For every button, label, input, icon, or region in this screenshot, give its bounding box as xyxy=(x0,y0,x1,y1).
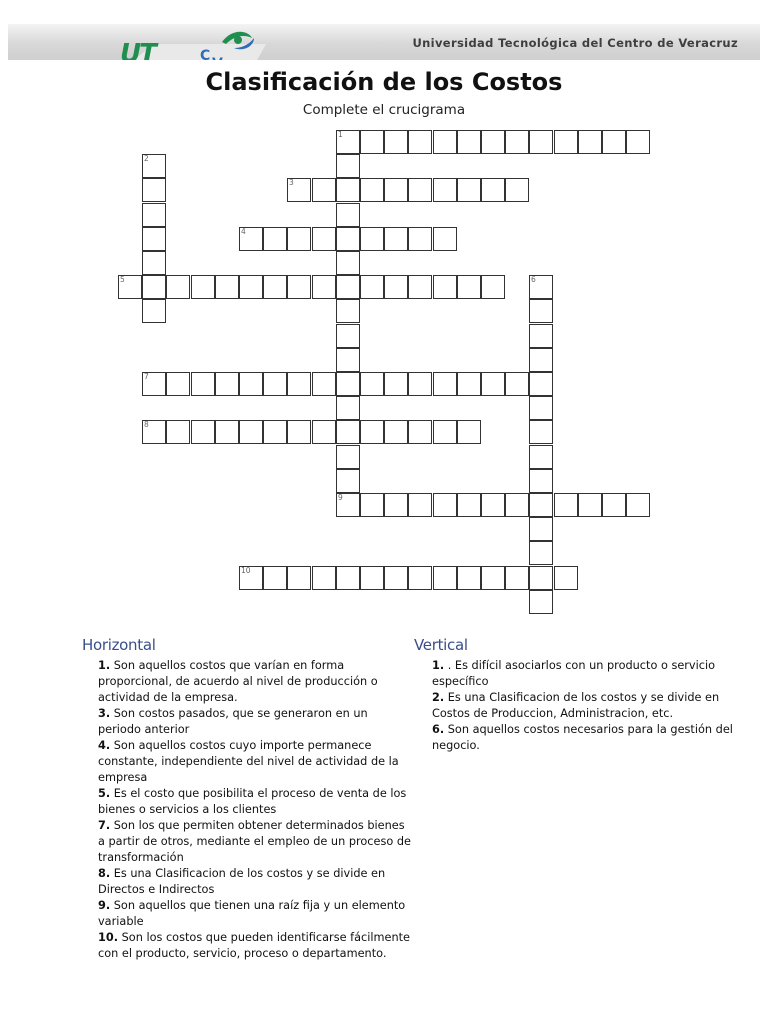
crossword-clue-number: 3 xyxy=(289,178,294,187)
crossword-cell[interactable] xyxy=(336,420,360,444)
crossword-cell[interactable] xyxy=(239,227,263,251)
crossword-cell[interactable] xyxy=(408,130,432,154)
clue-text: Es una Clasificacion de los costos y se divide en Directos e Indirectos xyxy=(98,867,386,896)
crossword-cell[interactable] xyxy=(457,420,481,444)
crossword-cell[interactable] xyxy=(626,493,650,517)
crossword-cell[interactable] xyxy=(481,493,505,517)
crossword-cell[interactable] xyxy=(142,299,166,323)
crossword-cell[interactable] xyxy=(384,275,408,299)
crossword-cell[interactable] xyxy=(433,178,457,202)
crossword-cell[interactable] xyxy=(626,130,650,154)
crossword-cell[interactable] xyxy=(142,227,166,251)
crossword-cell[interactable] xyxy=(142,372,166,396)
crossword-cell[interactable] xyxy=(384,493,408,517)
crossword-cell[interactable] xyxy=(505,130,529,154)
crossword-cell[interactable] xyxy=(554,566,578,590)
crossword-cell[interactable] xyxy=(263,372,287,396)
crossword-cell[interactable] xyxy=(142,203,166,227)
crossword-cell[interactable] xyxy=(336,154,360,178)
crossword-cell[interactable] xyxy=(481,566,505,590)
crossword-cell[interactable] xyxy=(336,348,360,372)
crossword-cell[interactable] xyxy=(287,275,311,299)
vertical-clues xyxy=(414,636,744,754)
crossword-cell[interactable] xyxy=(312,178,336,202)
crossword-cell[interactable] xyxy=(287,227,311,251)
clue-text: Son aquellos costos que varían en forma proporcional, de acuerdo al nivel de producción o actividad de la empresa. xyxy=(98,659,378,704)
clue-text: Son los que permiten obtener determinados bienes a partir de otros, mediante el empleo de un proceso de transformación xyxy=(98,819,411,864)
crossword-cell[interactable] xyxy=(384,178,408,202)
crossword-cell[interactable] xyxy=(433,566,457,590)
clue-number: 10. xyxy=(98,931,119,944)
clue-text: Es una Clasificacion de los costos y se divide en Costos de Produccion, Administracion, etc. xyxy=(432,691,720,720)
clue-text: Es el costo que posibilita el proceso de venta de los bienes o servicios a los clientes xyxy=(98,787,407,816)
crossword-cell[interactable] xyxy=(118,275,142,299)
svg-text:C: C xyxy=(200,48,211,64)
clue-number: 8. xyxy=(98,867,111,880)
crossword-cell[interactable] xyxy=(287,372,311,396)
crossword-clue-number: 2 xyxy=(144,154,149,163)
crossword-cell[interactable] xyxy=(312,227,336,251)
crossword-cell[interactable] xyxy=(529,348,553,372)
clue-number: 4. xyxy=(98,739,111,752)
svg-text:V: V xyxy=(212,56,223,72)
crossword-cell[interactable] xyxy=(263,227,287,251)
crossword-cell[interactable] xyxy=(529,372,553,396)
clue-across-1 xyxy=(98,658,412,706)
crossword-cell[interactable] xyxy=(239,372,263,396)
crossword-cell[interactable] xyxy=(505,178,529,202)
clue-number: 9. xyxy=(98,899,111,912)
crossword-cell[interactable] xyxy=(602,493,626,517)
clue-number: 2. xyxy=(432,691,445,704)
crossword-cell[interactable] xyxy=(336,445,360,469)
crossword-cell[interactable] xyxy=(287,566,311,590)
crossword-cell[interactable] xyxy=(263,566,287,590)
crossword-clue-number: 9 xyxy=(338,493,343,502)
crossword-cell[interactable] xyxy=(215,275,239,299)
crossword-cell[interactable] xyxy=(336,203,360,227)
crossword-cell[interactable] xyxy=(433,493,457,517)
clue-number: 1. xyxy=(98,659,111,672)
crossword-clue-number: 1 xyxy=(338,130,343,139)
crossword-cell[interactable] xyxy=(312,420,336,444)
crossword-cell[interactable] xyxy=(312,275,336,299)
crossword-cell[interactable] xyxy=(336,566,360,590)
crossword-cell[interactable] xyxy=(457,566,481,590)
crossword-cell[interactable] xyxy=(360,130,384,154)
crossword-cell[interactable] xyxy=(457,493,481,517)
crossword-cell[interactable] xyxy=(578,493,602,517)
crossword-cell[interactable] xyxy=(408,275,432,299)
clue-across-5 xyxy=(98,786,412,818)
crossword-cell[interactable] xyxy=(191,372,215,396)
clue-number: 3. xyxy=(98,707,111,720)
clue-across-9 xyxy=(98,898,412,930)
clue-across-7 xyxy=(98,818,412,866)
crossword-cell[interactable] xyxy=(408,227,432,251)
horizontal-heading: Horizontal xyxy=(82,636,156,654)
clue-text: Son los costos que pueden identificarse fácilmente con el producto, servicio, proceso o departamento. xyxy=(98,931,411,960)
crossword-cell[interactable] xyxy=(481,372,505,396)
crossword-cell[interactable] xyxy=(191,420,215,444)
crossword-cell[interactable] xyxy=(239,566,263,590)
clue-text: Son aquellos costos necesarios para la gestión del negocio. xyxy=(432,723,733,752)
crossword-cell[interactable] xyxy=(142,178,166,202)
crossword-cell[interactable] xyxy=(384,420,408,444)
crossword-cell[interactable] xyxy=(529,299,553,323)
vertical-heading: Vertical xyxy=(414,636,468,654)
clue-text: . Es difícil asociarlos con un producto o servicio específico xyxy=(432,659,716,688)
crossword-cell[interactable] xyxy=(554,493,578,517)
crossword-cell[interactable] xyxy=(529,493,553,517)
clue-text: Son costos pasados, que se generaron en un periodo anterior xyxy=(98,707,368,736)
crossword-cell[interactable] xyxy=(457,130,481,154)
crossword-cell[interactable] xyxy=(336,324,360,348)
crossword-cell[interactable] xyxy=(191,275,215,299)
crossword-cell[interactable] xyxy=(384,566,408,590)
crossword-cell[interactable] xyxy=(529,324,553,348)
page-title: Clasificación de los Costos xyxy=(205,68,563,96)
crossword-cell[interactable] xyxy=(142,154,166,178)
crossword-cell[interactable] xyxy=(384,227,408,251)
crossword-clue-number: 5 xyxy=(120,275,125,284)
crossword-cell[interactable] xyxy=(263,420,287,444)
crossword-cell[interactable] xyxy=(481,130,505,154)
crossword-cell[interactable] xyxy=(433,420,457,444)
clue-text: Son aquellos costos cuyo importe permanece constante, independiente del nivel de actividad de la empresa xyxy=(98,739,399,784)
crossword-cell[interactable] xyxy=(360,178,384,202)
crossword-cell[interactable] xyxy=(433,130,457,154)
crossword-cell[interactable] xyxy=(360,493,384,517)
crossword-cell[interactable] xyxy=(408,372,432,396)
clue-down-6 xyxy=(432,722,744,754)
crossword-cell[interactable] xyxy=(142,420,166,444)
crossword-cell[interactable] xyxy=(215,372,239,396)
crossword-cell[interactable] xyxy=(408,420,432,444)
crossword-cell[interactable] xyxy=(529,130,553,154)
crossword-cell[interactable] xyxy=(529,469,553,493)
clue-across-10 xyxy=(98,930,412,962)
svg-text:UT: UT xyxy=(120,39,155,69)
crossword-cell[interactable] xyxy=(554,130,578,154)
crossword-cell[interactable] xyxy=(336,130,360,154)
clue-across-3 xyxy=(98,706,412,738)
crossword-cell[interactable] xyxy=(457,178,481,202)
crossword-cell[interactable] xyxy=(529,517,553,541)
crossword-cell[interactable] xyxy=(408,566,432,590)
crossword-cell[interactable] xyxy=(602,130,626,154)
crossword-cell[interactable] xyxy=(433,227,457,251)
crossword-cell[interactable] xyxy=(529,445,553,469)
crossword-cell[interactable] xyxy=(529,541,553,565)
clue-number: 6. xyxy=(432,723,445,736)
crossword-cell[interactable] xyxy=(433,275,457,299)
crossword-cell[interactable] xyxy=(360,275,384,299)
clue-number: 7. xyxy=(98,819,111,832)
crossword-clue-number: 4 xyxy=(241,227,246,236)
crossword-cell[interactable] xyxy=(384,372,408,396)
crossword-clue-number: 8 xyxy=(144,420,149,429)
clue-across-4 xyxy=(98,738,412,786)
crossword-cell[interactable] xyxy=(529,275,553,299)
crossword-cell[interactable] xyxy=(312,372,336,396)
crossword-cell[interactable] xyxy=(166,372,190,396)
clue-down-2 xyxy=(432,690,744,722)
crossword-cell[interactable] xyxy=(360,420,384,444)
crossword-cell[interactable] xyxy=(142,275,166,299)
clue-across-8 xyxy=(98,866,412,898)
crossword-cell[interactable] xyxy=(408,178,432,202)
crossword-cell[interactable] xyxy=(336,493,360,517)
crossword-cell[interactable] xyxy=(529,566,553,590)
institution-name: Universidad Tecnológica del Centro de Veracruz xyxy=(412,36,738,50)
crossword-cell[interactable] xyxy=(215,420,239,444)
clue-text: Son aquellos que tienen una raíz fija y un elemento variable xyxy=(98,899,406,928)
crossword-cell[interactable] xyxy=(336,372,360,396)
crossword-cell[interactable] xyxy=(360,372,384,396)
crossword-cell[interactable] xyxy=(336,396,360,420)
crossword-cell[interactable] xyxy=(505,493,529,517)
crossword-clue-number: 6 xyxy=(531,275,536,284)
crossword-cell[interactable] xyxy=(336,178,360,202)
crossword-cell[interactable] xyxy=(457,372,481,396)
crossword-cell[interactable] xyxy=(384,130,408,154)
crossword-cell[interactable] xyxy=(529,420,553,444)
crossword-cell[interactable] xyxy=(481,275,505,299)
crossword-cell[interactable] xyxy=(529,396,553,420)
crossword-cell[interactable] xyxy=(336,227,360,251)
crossword-cell[interactable] xyxy=(239,275,263,299)
crossword-cell[interactable] xyxy=(336,251,360,275)
crossword-clue-number: 10 xyxy=(241,566,251,575)
clue-number: 1. xyxy=(432,659,445,672)
crossword-cell[interactable] xyxy=(360,566,384,590)
crossword-cell[interactable] xyxy=(408,493,432,517)
horizontal-clues xyxy=(82,636,412,962)
crossword-cell[interactable] xyxy=(336,275,360,299)
crossword-cell[interactable] xyxy=(481,178,505,202)
page-subtitle: Complete el crucigrama xyxy=(302,102,466,118)
clue-down-1 xyxy=(432,658,744,690)
crossword-cell[interactable] xyxy=(578,130,602,154)
crossword-cell[interactable] xyxy=(312,566,336,590)
clue-number: 5. xyxy=(98,787,111,800)
crossword-cell[interactable] xyxy=(336,299,360,323)
crossword-clue-number: 7 xyxy=(144,372,149,381)
crossword-cell[interactable] xyxy=(166,420,190,444)
crossword-cell[interactable] xyxy=(360,227,384,251)
crossword-cell[interactable] xyxy=(166,275,190,299)
crossword-cell[interactable] xyxy=(505,566,529,590)
crossword-cell[interactable] xyxy=(263,275,287,299)
crossword-cell[interactable] xyxy=(287,420,311,444)
crossword-cell[interactable] xyxy=(505,372,529,396)
crossword-cell[interactable] xyxy=(142,251,166,275)
crossword-cell[interactable] xyxy=(529,590,553,614)
crossword-cell[interactable] xyxy=(457,275,481,299)
crossword-cell[interactable] xyxy=(433,372,457,396)
crossword-cell[interactable] xyxy=(239,420,263,444)
crossword-cell[interactable] xyxy=(336,469,360,493)
crossword-cell[interactable] xyxy=(287,178,311,202)
